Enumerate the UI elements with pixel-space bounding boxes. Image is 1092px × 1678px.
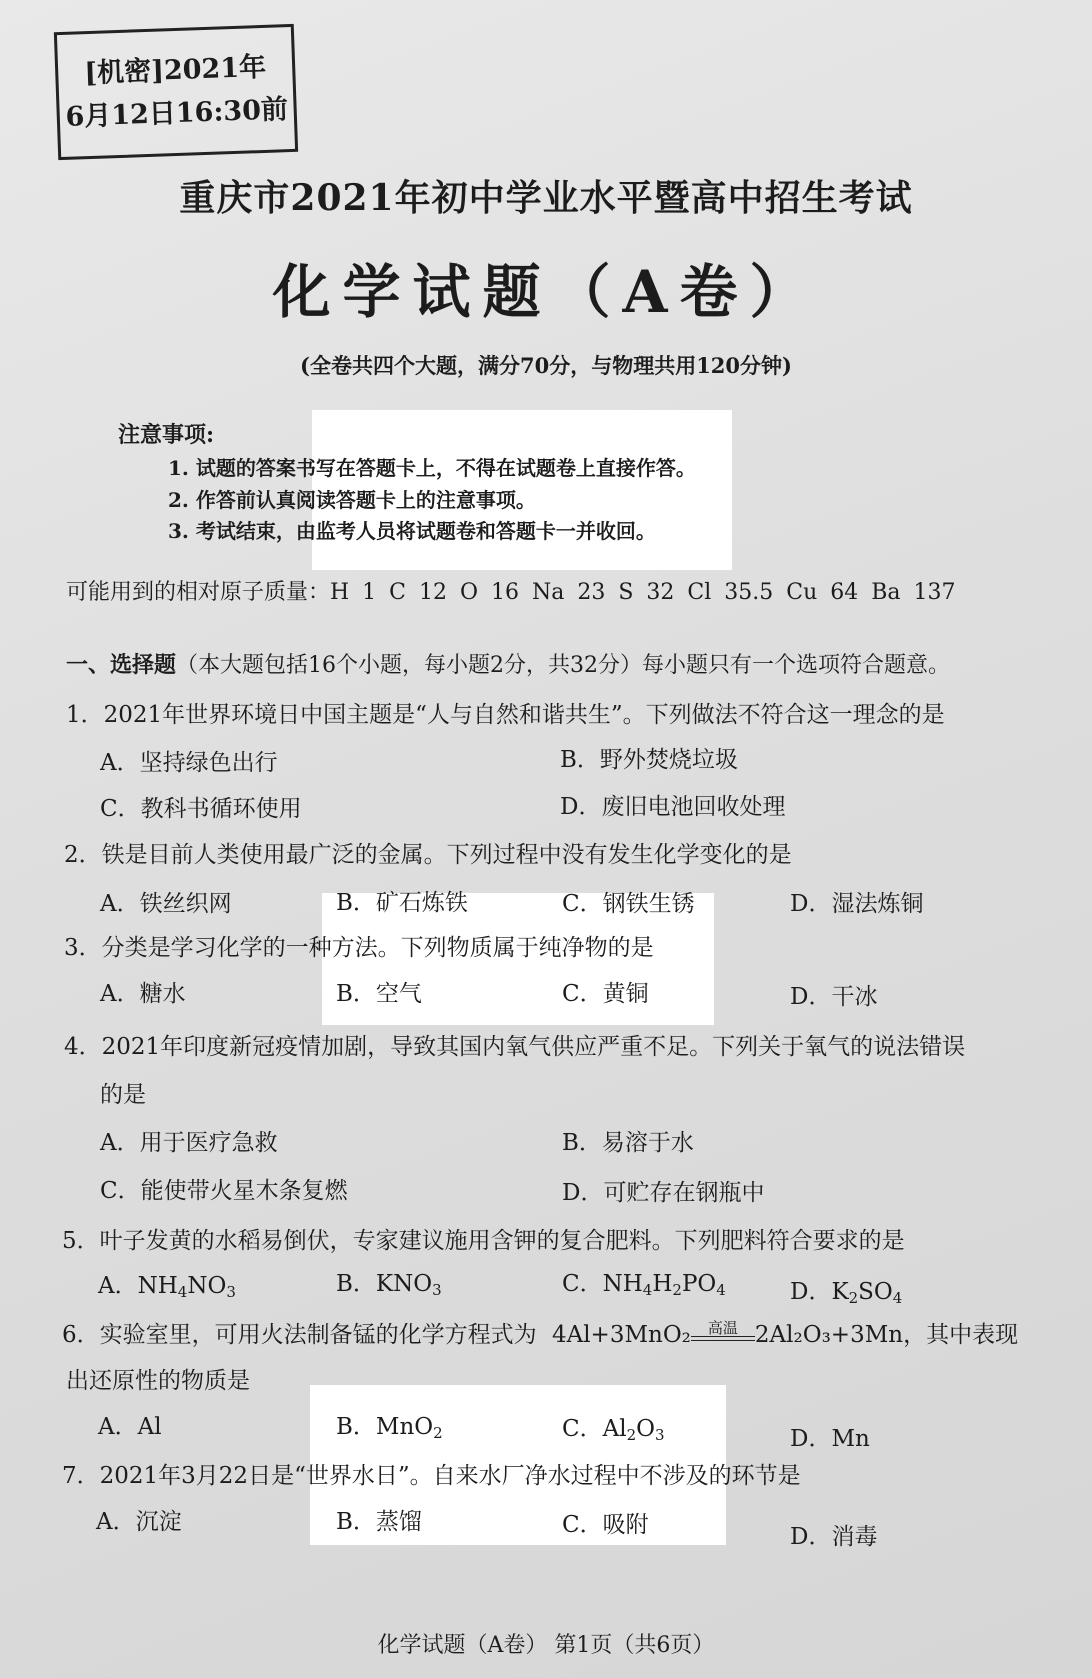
question-4-stem-continued: 的是	[100, 1082, 146, 1108]
question-1-option-c: C．教科书循环使用	[100, 796, 302, 822]
question-2-option-b: B．矿石炼铁	[336, 890, 468, 916]
confidential-line2: 6月12日16:30前	[65, 94, 289, 133]
question-5-option-b: B．$KNO_3$	[336, 1271, 442, 1299]
section-title: 一、选择题	[66, 652, 177, 678]
question-4-stem: 4．2021年印度新冠疫情加剧，导致其国内氧气供应严重不足。下列关于氧气的说法错误	[64, 1034, 966, 1060]
notice-item-1: 1. 试题的答案书写在答题卡上，不得在试题卷上直接作答。	[168, 456, 696, 480]
question-3-option-b: B．空气	[336, 981, 422, 1007]
notice-item-3: 3. 考试结束，由监考人员将试题卷和答题卡一并收回。	[168, 519, 656, 543]
question-3-option-c: C．黄铜	[562, 981, 649, 1007]
question-6-stem-a: 6．实验室里，可用火法制备锰的化学方程式为	[62, 1322, 537, 1348]
question-7-option-c: C．吸附	[562, 1512, 649, 1538]
question-7-option-d: D．消毒	[790, 1524, 878, 1550]
exam-title: 重庆市2021年初中学业水平暨高中招生考试	[179, 177, 913, 219]
question-6-option-a: A．Al	[98, 1414, 162, 1440]
question-6-option-c: C．$Al_2O_3$	[562, 1416, 665, 1444]
question-2-stem: 2．铁是目前人类使用最广泛的金属。下列过程中没有发生化学变化的是	[64, 842, 792, 868]
confidential-stamp	[54, 24, 298, 160]
question-5-option-a: A．$NH_4NO_3$	[98, 1273, 236, 1301]
question-4-option-c: C．能使带火星木条复燃	[100, 1178, 348, 1204]
question-4-option-d: D．可贮存在钢瓶中	[562, 1180, 765, 1206]
confidential-line1: [机密]2021年	[83, 51, 267, 89]
question-1-option-b: B．野外焚烧垃圾	[560, 747, 738, 773]
question-6-stem-continued: 出还原性的物质是	[66, 1368, 250, 1394]
equation-left: 4Al+3MnO₂	[551, 1322, 691, 1348]
equation-right: 2Al₂O₃+3Mn	[754, 1322, 904, 1348]
chemical-equation	[551, 1319, 904, 1348]
question-1-option-d: D．废旧电池回收处理	[560, 794, 786, 820]
question-4-option-b: B．易溶于水	[562, 1130, 694, 1156]
notice-heading: 注意事项:	[118, 422, 215, 448]
question-7-stem: 7．2021年3月22日是“世界水日”。自来水厂净水过程中不涉及的环节是	[62, 1463, 801, 1489]
paper-title: 化学试题（A卷）	[272, 258, 820, 326]
notice-item-2: 2. 作答前认真阅读答题卡上的注意事项。	[168, 488, 536, 512]
question-1-stem: 1．2021年世界环境日中国主题是“人与自然和谐共生”。下列做法不符合这一理念的是	[66, 702, 945, 728]
question-3-stem: 3．分类是学习化学的一种方法。下列物质属于纯净物的是	[64, 935, 654, 961]
section-heading	[66, 648, 950, 679]
question-6-option-b: B．MnO$_2$	[336, 1414, 443, 1442]
question-3-option-d: D．干冰	[790, 984, 878, 1010]
question-2-option-c: C．钢铁生锈	[562, 891, 695, 917]
question-3-option-a: A．糖水	[100, 981, 186, 1007]
page-footer: 化学试题（A卷） 第1页（共6页）	[377, 1633, 715, 1658]
paper-subtitle: (全卷共四个大题，满分70分，与物理共用120分钟)	[300, 353, 792, 378]
question-6-option-d: D．Mn	[790, 1426, 870, 1452]
equation-arrow	[691, 1320, 755, 1349]
question-5-option-d: D．$K_2SO_4$	[790, 1279, 903, 1307]
question-6-stem-b: ，其中表现	[903, 1322, 1019, 1348]
question-7-option-b: B．蒸馏	[336, 1509, 422, 1535]
section-description: （本大题包括16个小题，每小题2分，共32分）每小题只有一个选项符合题意。	[176, 653, 951, 678]
question-7-option-a: A．沉淀	[96, 1509, 182, 1535]
question-5-option-c: C．$NH_4H_2PO_4$	[562, 1271, 726, 1299]
atomic-masses: 可能用到的相对原子质量：H 1 C 12 O 16 Na 23 S 32 Cl 35.5 Cu 64 Ba 137	[66, 580, 956, 605]
question-4-option-a: A．用于医疗急救	[100, 1130, 278, 1156]
question-6-stem	[62, 1316, 1018, 1349]
question-5-stem: 5．叶子发黄的水稻易倒伏，专家建议施用含钾的复合肥料。下列肥料符合要求的是	[62, 1228, 905, 1254]
question-1-option-a: A．坚持绿色出行	[100, 750, 278, 776]
question-2-option-d: D．湿法炼铜	[790, 891, 924, 917]
question-2-option-a: A．铁丝织网	[100, 891, 232, 917]
equation-condition: 高温	[707, 1319, 738, 1337]
